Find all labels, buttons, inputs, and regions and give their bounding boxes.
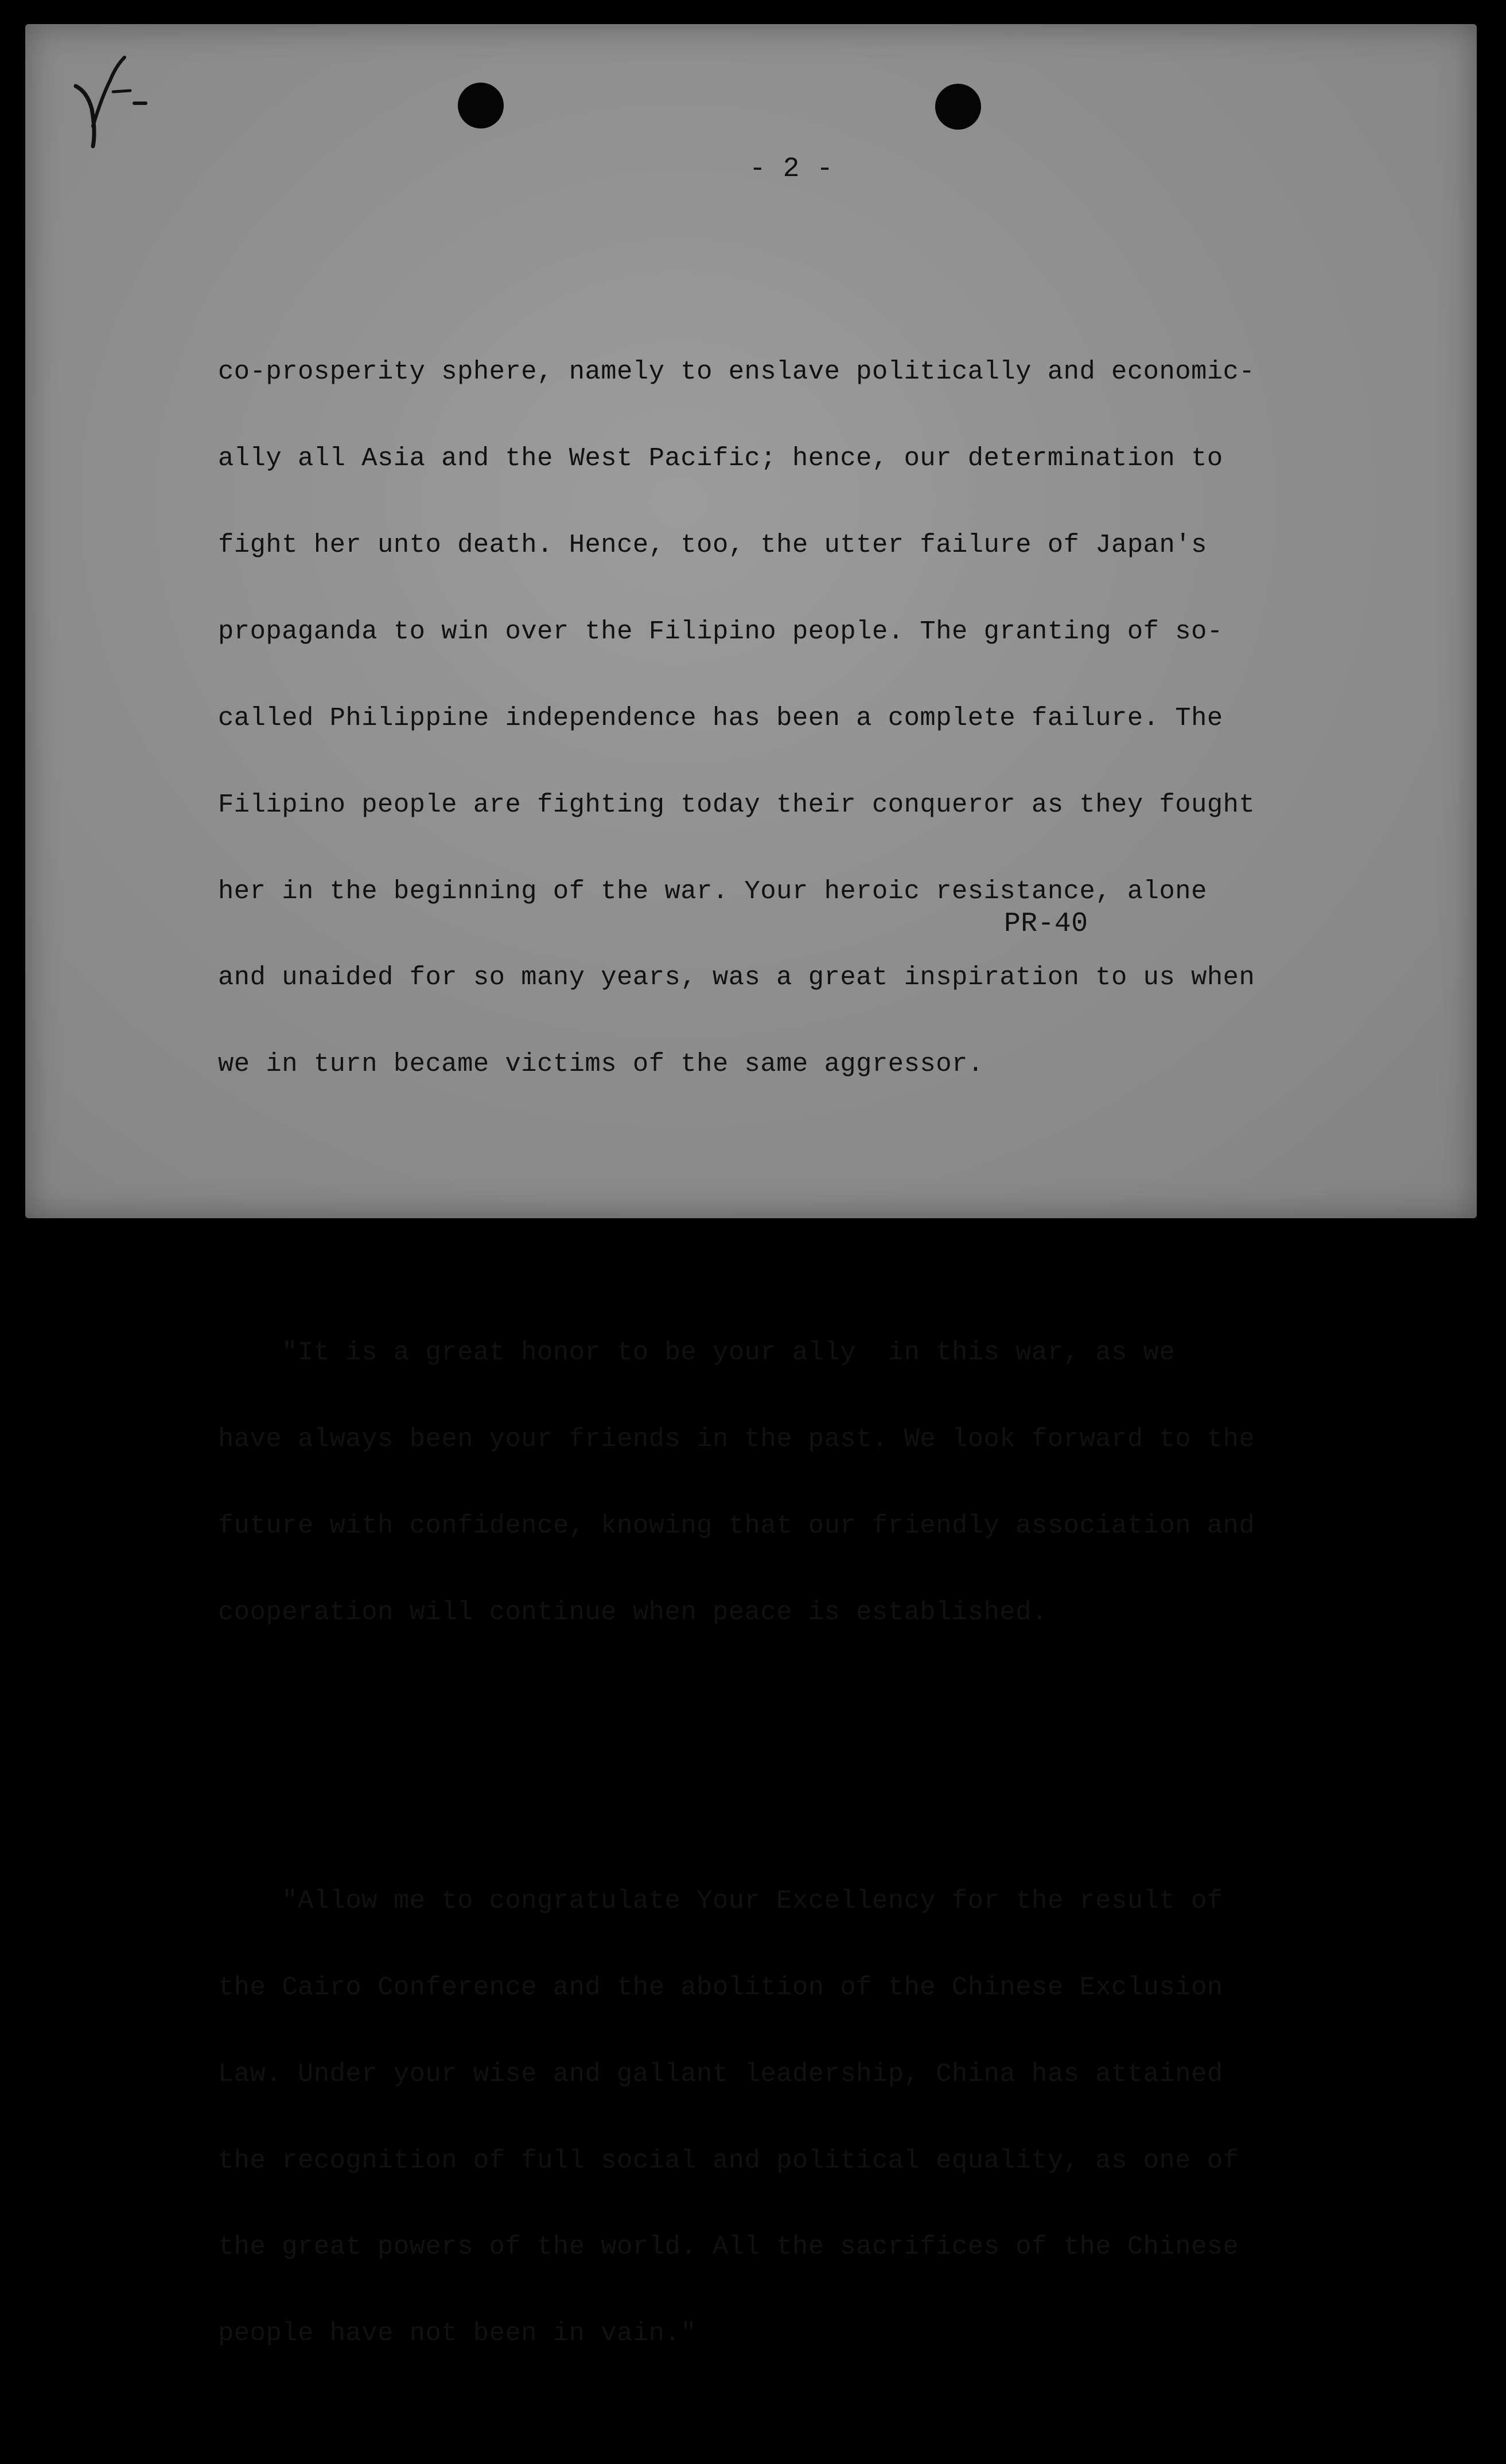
paragraph-spacer: [218, 1194, 1255, 1223]
file-code: PR-40: [1004, 909, 1088, 939]
paragraph: [218, 300, 1255, 1137]
text-line: have always been your friends in the past. We look forward to the: [218, 1424, 1255, 1455]
paragraph: [218, 1828, 1255, 2405]
text-line: the recognition of full social and political equality, as one of: [218, 2145, 1239, 2176]
text-line: Filipino people are fighting today their conqueror as they fought: [218, 789, 1255, 820]
document-page: [25, 24, 1477, 2349]
text-line: cooperation will continue when peace is established.: [218, 1597, 1048, 1627]
text-line: propaganda to win over the Filipino people. The granting of so-: [218, 616, 1223, 646]
handwritten-check-mark: [70, 46, 156, 161]
paragraph: [218, 1281, 1255, 1685]
text-line: her in the beginning of the war. Your heroic resistance, alone: [218, 876, 1207, 906]
punch-hole-right: [935, 84, 981, 130]
text-line: called Philippine independence has been a complete failure. The: [218, 703, 1223, 733]
text-line: future with confidence, knowing that our friendly association and: [218, 1511, 1255, 1541]
text-line: and unaided for so many years, was a great inspiration to us when: [218, 962, 1255, 993]
punch-hole-left: [458, 83, 504, 128]
text-line: co-prosperity sphere, namely to enslave politically and economic-: [218, 357, 1255, 387]
text-line: the great powers of the world. All the sacrifices of the Chinese: [218, 2232, 1239, 2262]
page-number: - 2 -: [749, 154, 834, 185]
text-line: "It is a great honor to be your ally in this war, as we: [218, 1338, 1176, 1368]
text-line: Law. Under your wise and gallant leadership, China has attained: [218, 2058, 1223, 2089]
text-line: people have not been in vain.": [218, 2318, 697, 2349]
text-line: the Cairo Conference and the abolition of the Chinese Exclusion: [218, 1972, 1223, 2002]
text-line: "Allow me to congratulate Your Excellency for the result of: [218, 1885, 1223, 1916]
letter-body: [218, 242, 1255, 2463]
text-line: fight her unto death. Hence, too, the utter failure of Japan's: [218, 529, 1207, 560]
text-line: we in turn became victims of the same aggressor.: [218, 1049, 984, 1079]
paragraph-spacer: [218, 1742, 1255, 1771]
text-line: ally all Asia and the West Pacific; hence, our determination to: [218, 443, 1223, 474]
